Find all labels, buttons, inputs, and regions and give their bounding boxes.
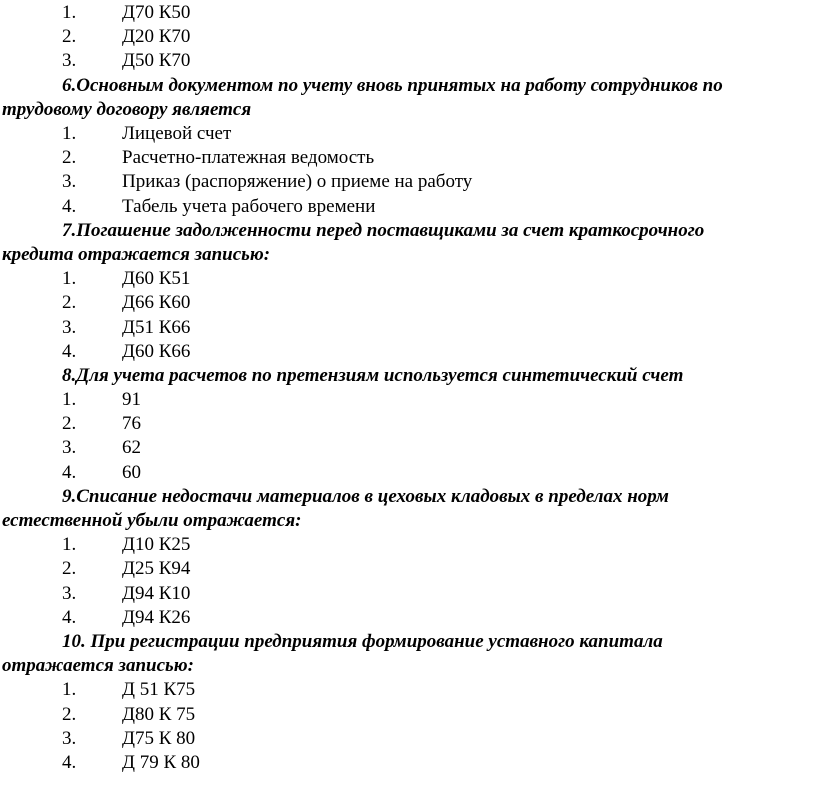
option-row <box>0 170 816 194</box>
option-text: Д50 К70 <box>122 50 191 72</box>
question-number: 9. <box>62 485 77 507</box>
question-line-2: естественной убыли отражается: <box>2 510 302 532</box>
option-text: Д 51 К75 <box>122 679 196 701</box>
option-row <box>0 582 816 606</box>
option-number: 1. <box>62 534 77 556</box>
option-number: 1. <box>62 389 77 411</box>
option-text: Д94 К10 <box>122 582 191 604</box>
option-number: 1. <box>62 122 77 144</box>
question-number: 8. <box>62 364 77 386</box>
option-text: Д 79 К 80 <box>122 751 200 773</box>
option-row <box>0 703 816 727</box>
question-number: 7. <box>62 219 77 241</box>
option-number: 2. <box>62 413 77 435</box>
option-row <box>0 340 816 364</box>
option-text: 60 <box>122 461 141 483</box>
option-text: Лицевой счет <box>122 122 232 144</box>
option-row <box>0 49 816 73</box>
option-text: Д60 К51 <box>122 268 191 290</box>
option-text: Табель учета рабочего времени <box>122 195 376 217</box>
option-number: 2. <box>62 558 77 580</box>
option-row <box>0 1 816 25</box>
question-8 <box>0 364 816 388</box>
option-row <box>0 678 816 702</box>
option-row <box>0 122 816 146</box>
option-row <box>0 727 816 751</box>
option-row <box>0 533 816 557</box>
option-number: 1. <box>62 268 77 290</box>
option-number: 4. <box>62 751 77 773</box>
option-number: 2. <box>62 703 77 725</box>
question-line-1 <box>0 485 816 509</box>
question-text: Списание недостачи материалов в цеховых кладовых в пределах норм <box>76 485 669 507</box>
option-row <box>0 146 816 170</box>
option-text: Расчетно-платежная ведомость <box>122 147 375 169</box>
option-row <box>0 195 816 219</box>
option-number: 3. <box>62 316 77 338</box>
option-number: 1. <box>62 679 77 701</box>
question-line-1 <box>0 219 816 243</box>
option-text: Д60 К66 <box>122 340 191 362</box>
option-number: 3. <box>62 727 77 749</box>
option-row <box>0 606 816 630</box>
option-text: 91 <box>122 389 141 411</box>
option-text: 62 <box>122 437 141 459</box>
question-text: Погашение задолженности перед поставщиками за счет краткосрочного <box>76 219 705 241</box>
option-text: Д51 К66 <box>122 316 191 338</box>
option-row <box>0 461 816 485</box>
option-text: Д10 К25 <box>122 534 191 556</box>
option-number: 4. <box>62 340 77 362</box>
question-9 <box>0 485 816 533</box>
option-number: 4. <box>62 195 77 217</box>
option-text: Д66 К60 <box>122 292 191 314</box>
option-number: 3. <box>62 582 77 604</box>
question-6 <box>0 74 816 122</box>
question-line-2: отражается записью: <box>2 655 194 677</box>
option-number: 2. <box>62 292 77 314</box>
question-number: 10. <box>62 630 91 652</box>
question-text: Основным документом по учету вновь принятых на работу сотрудников по <box>76 74 723 96</box>
option-text: Д94 К26 <box>122 606 191 628</box>
option-row <box>0 291 816 315</box>
question-7 <box>0 219 816 267</box>
question-line-1 <box>0 74 816 98</box>
question-line-2: трудовому договору является <box>2 98 252 120</box>
option-row <box>0 388 816 412</box>
question-line-2: кредита отражается записью: <box>2 243 271 265</box>
option-row <box>0 557 816 581</box>
option-text: Д70 К50 <box>122 2 191 23</box>
option-number: 3. <box>62 171 77 193</box>
option-row <box>0 412 816 436</box>
option-text: Д20 К70 <box>122 26 191 48</box>
option-row <box>0 25 816 49</box>
option-number: 3. <box>62 437 77 459</box>
option-number: 3. <box>62 50 77 72</box>
option-number: 2. <box>62 26 77 48</box>
option-row <box>0 267 816 291</box>
question-number: 6. <box>62 74 77 96</box>
option-text: Приказ (распоряжение) о приеме на работу <box>122 171 473 193</box>
option-number: 4. <box>62 461 77 483</box>
option-number: 4. <box>62 606 77 628</box>
question-10 <box>0 630 816 678</box>
option-text: Д80 К 75 <box>122 703 196 725</box>
question-line-1 <box>0 630 816 654</box>
option-row <box>0 751 816 775</box>
option-row <box>0 436 816 460</box>
option-number: 1. <box>62 2 77 23</box>
option-text: Д75 К 80 <box>122 727 196 749</box>
option-text: Д25 К94 <box>122 558 191 580</box>
question-text: Для учета расчетов по претензиям используется синтетический счет <box>76 364 684 386</box>
option-number: 2. <box>62 147 77 169</box>
option-text: 76 <box>122 413 141 435</box>
question-line-1 <box>0 364 816 388</box>
option-row <box>0 316 816 340</box>
question-text: При регистрации предприятия формирование уставного капитала <box>90 630 663 652</box>
